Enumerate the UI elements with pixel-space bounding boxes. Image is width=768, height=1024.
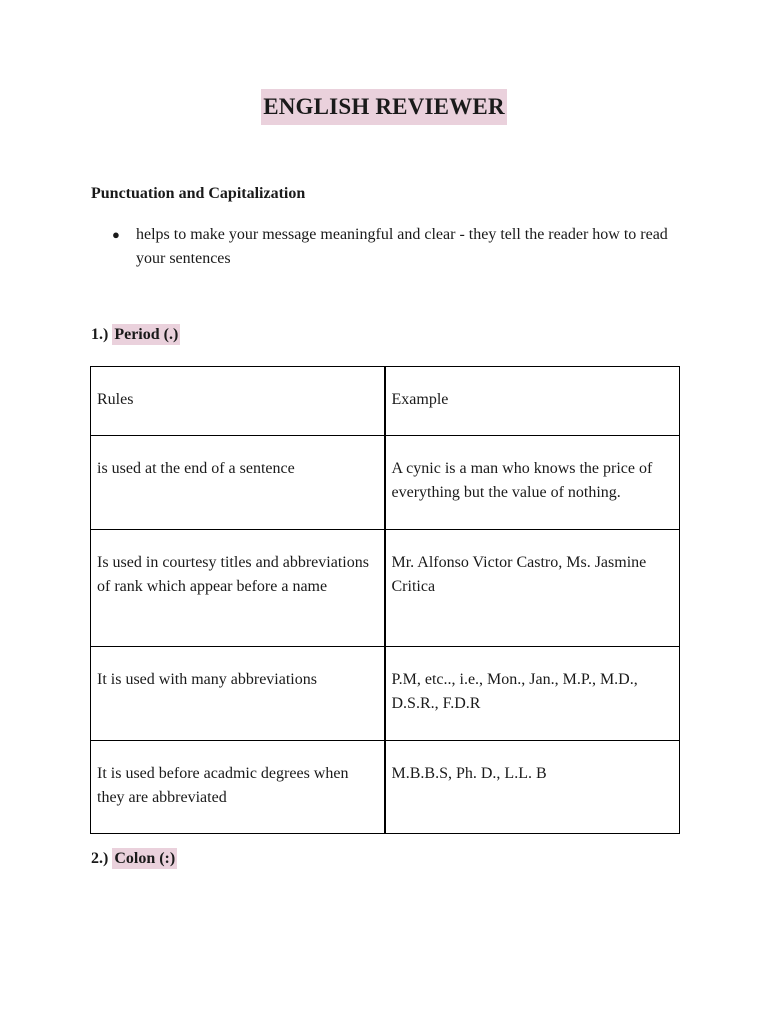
- header-rules: Rules: [91, 367, 385, 436]
- table-row: [91, 530, 680, 647]
- colon-heading-prefix: 2.): [91, 850, 109, 867]
- table-header-row: [91, 367, 680, 436]
- example-cell: Mr. Alfonso Victor Castro, Ms. Jasmine Critica: [385, 530, 680, 647]
- period-heading: [91, 326, 180, 344]
- period-heading-prefix: 1.): [91, 326, 109, 343]
- page-title: [0, 94, 768, 120]
- table-row: [91, 647, 680, 741]
- list-item: [112, 223, 682, 271]
- table-row: [91, 741, 680, 834]
- rule-cell: is used at the end of a sentence: [91, 436, 385, 530]
- table-row: [91, 436, 680, 530]
- colon-heading: [91, 850, 177, 868]
- example-cell: M.B.B.S, Ph. D., L.L. B: [385, 741, 680, 834]
- header-example: Example: [385, 367, 680, 436]
- period-heading-label: Period (.): [114, 326, 179, 343]
- bullet-text: helps to make your message meaningful and clear - they tell the reader how to read your sentences: [136, 226, 668, 267]
- rule-cell: It is used with many abbreviations: [91, 647, 385, 741]
- period-rules-table: [90, 366, 680, 834]
- bullet-list: [112, 223, 682, 271]
- rule-cell: It is used before acadmic degrees when they are abbreviated: [91, 741, 385, 834]
- bullet-icon: ●: [112, 227, 120, 242]
- section-heading: Punctuation and Capitalization: [91, 185, 306, 202]
- example-cell: A cynic is a man who knows the price of everything but the value of nothing.: [385, 436, 680, 530]
- colon-heading-label: Colon (:): [114, 850, 176, 867]
- page-title-text: ENGLISH REVIEWER: [261, 89, 507, 125]
- rule-cell: Is used in courtesy titles and abbreviations of rank which appear before a name: [91, 530, 385, 647]
- example-cell: P.M, etc.., i.e., Mon., Jan., M.P., M.D., D.S.R., F.D.R: [385, 647, 680, 741]
